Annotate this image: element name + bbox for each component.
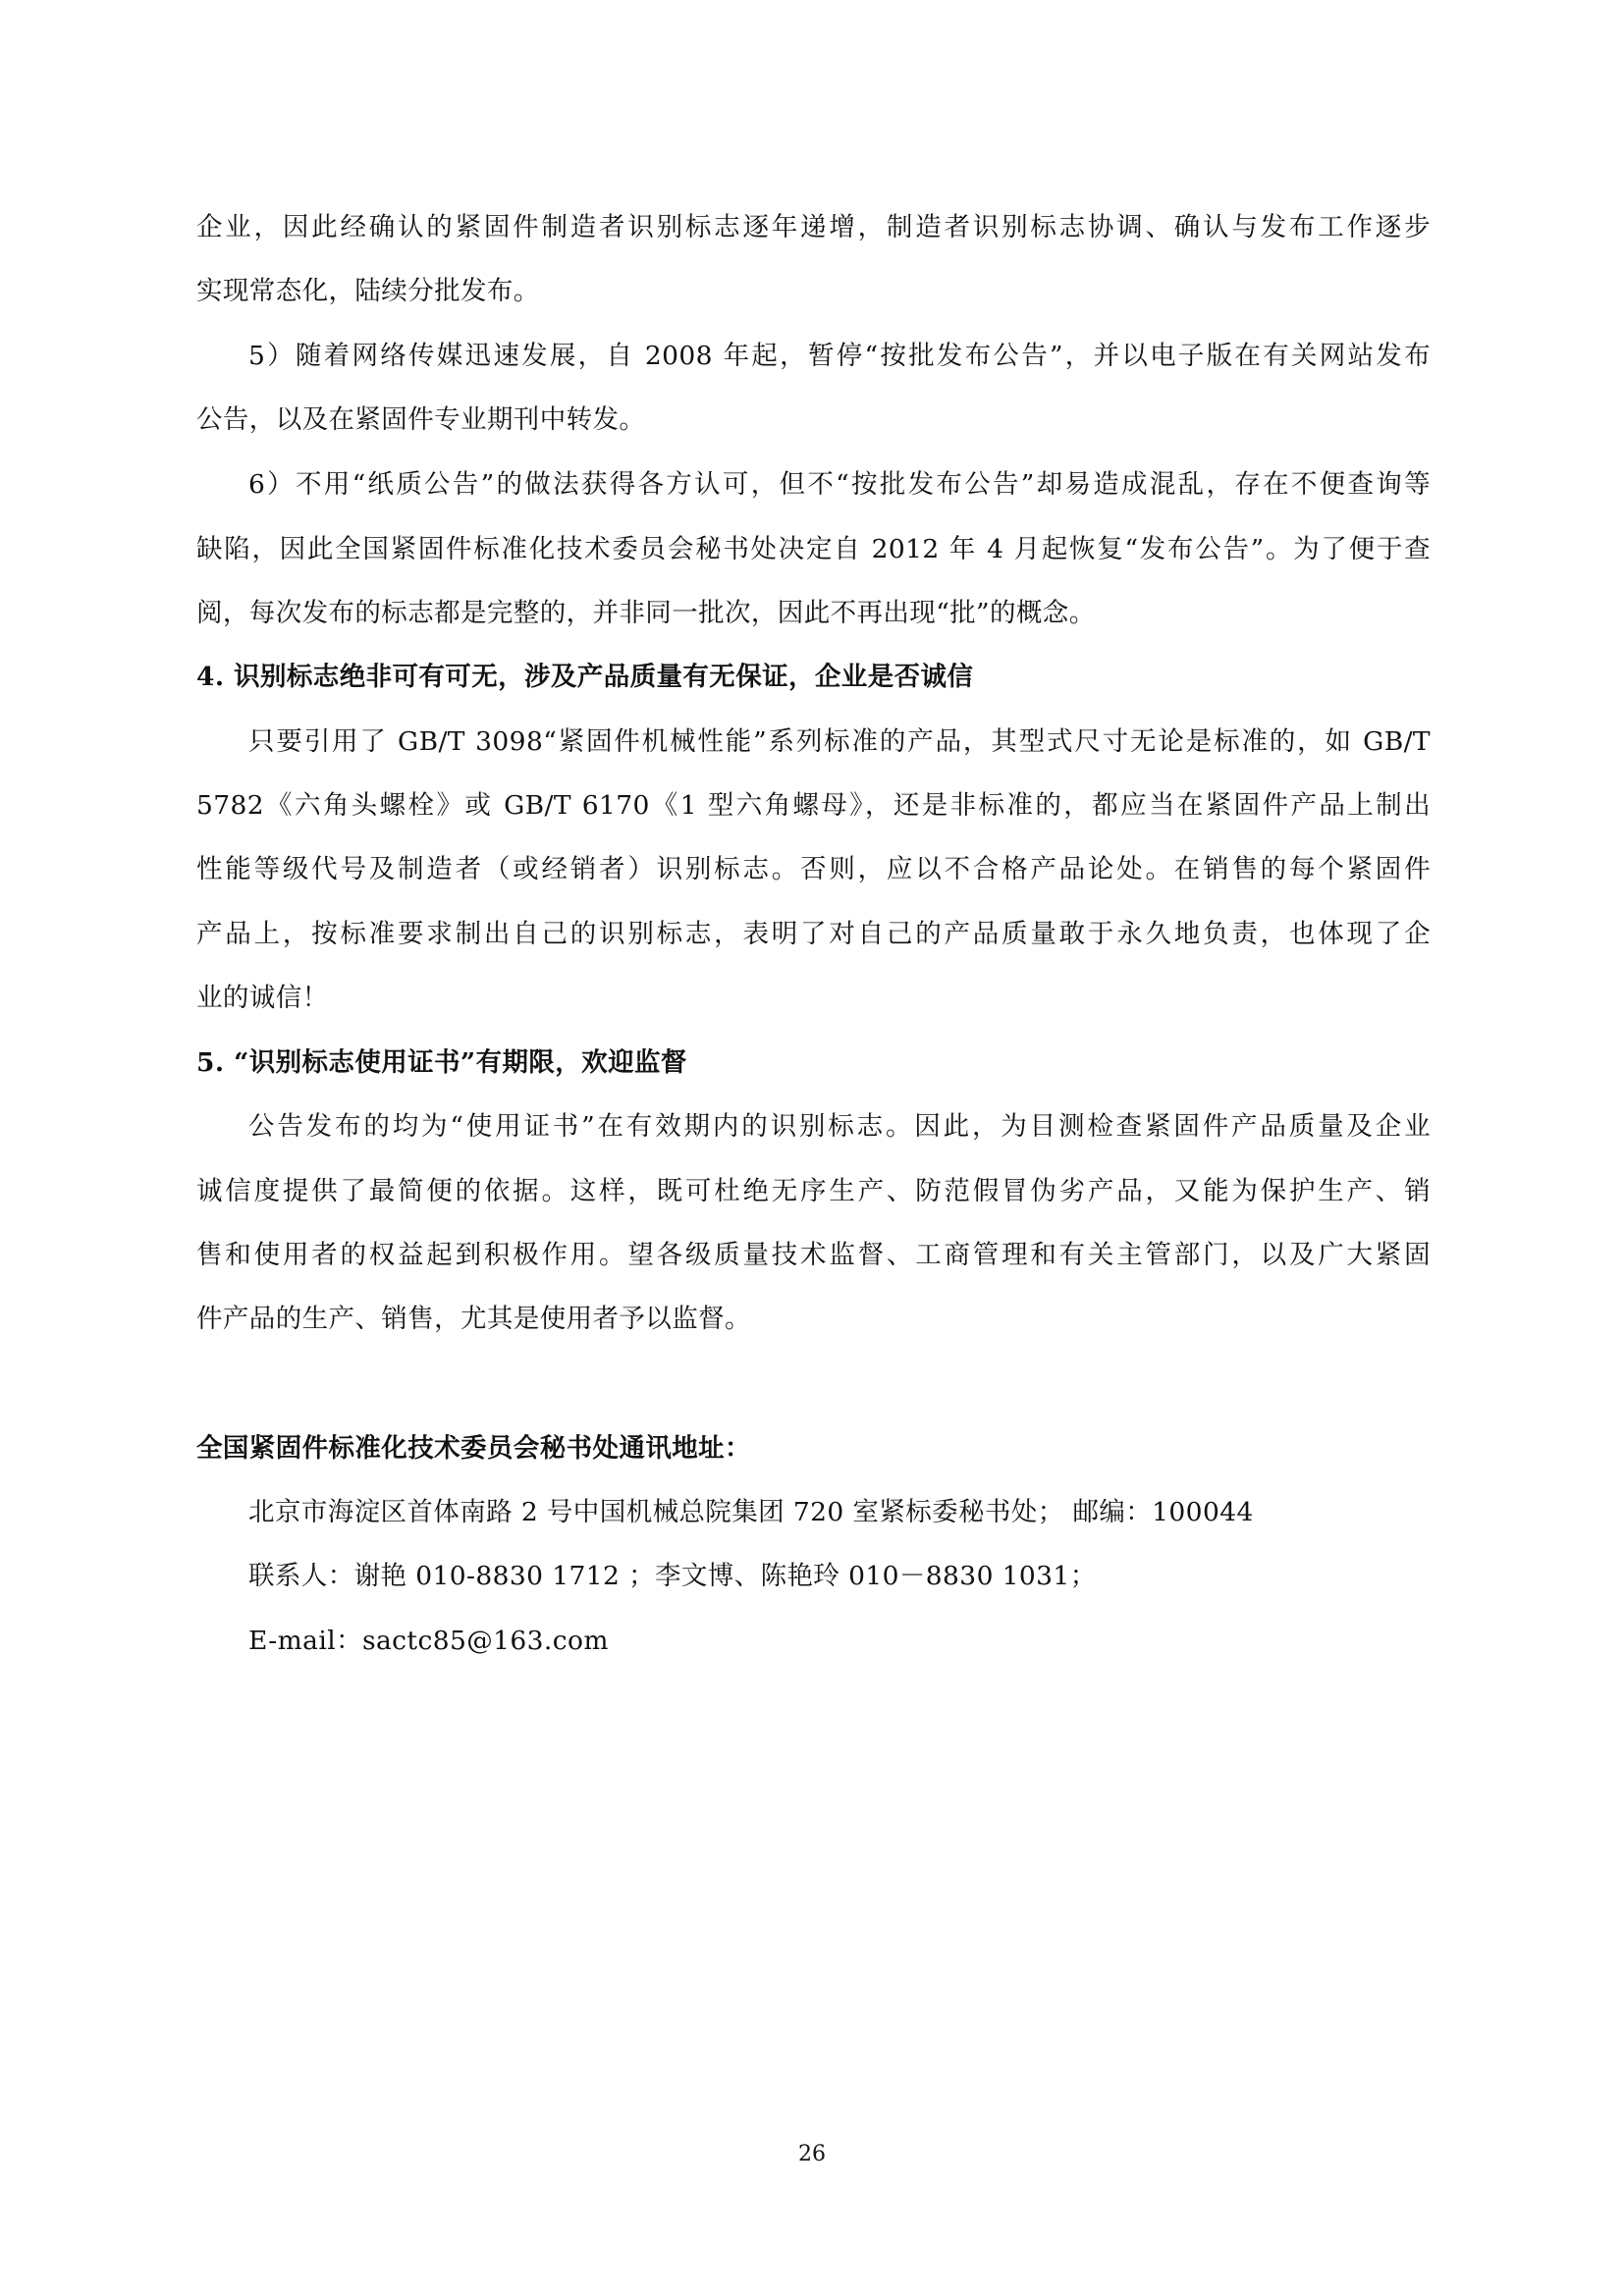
paragraph-line: 公告发布的均为“使用证书”在有效期内的识别标志。因此，为目测检查紧固件产品质量及企业 (248, 1111, 1431, 1142)
paragraph-line: 实现常态化，陆续分批发布。 (196, 276, 540, 306)
paragraph-line: 公告，以及在紧固件专业期刊中转发。 (196, 404, 646, 435)
paragraph-line: 件产品的生产、销售，尤其是使用者予以监督。 (196, 1304, 751, 1334)
paragraph-line: 阅，每次发布的标志都是完整的，并非同一批次，因此不再出现“批”的概念。 (196, 598, 1096, 628)
paragraph-line: 缺陷，因此全国紧固件标准化技术委员会秘书处决定自 2012 年 4 月起恢复“发布公告”。为了便于查 (196, 534, 1431, 564)
paragraph-line: 产品上，按标准要求制出自己的识别标志，表明了对自己的产品质量敢于永久地负责，也体现了企 (196, 919, 1431, 949)
contact-email: E-mail：sactc85@163.com (248, 1626, 609, 1656)
contact-heading: 全国紧固件标准化技术委员会秘书处通讯地址： (196, 1433, 751, 1464)
section-heading: 5. “识别标志使用证书”有期限，欢迎监督 (196, 1047, 687, 1078)
section-heading: 4. 识别标志绝非可有可无，涉及产品质量有无保证，企业是否诚信 (196, 662, 974, 692)
paragraph-line: 企业，因此经确认的紧固件制造者识别标志逐年递增，制造者识别标志协调、确认与发布工作逐步 (196, 212, 1431, 242)
paragraph-line: 售和使用者的权益起到积极作用。望各级质量技术监督、工商管理和有关主管部门，以及广大紧固 (196, 1240, 1431, 1270)
page-number: 26 (798, 2142, 826, 2166)
paragraph-line: 5）随着网络传媒迅速发展，自 2008 年起，暂停“按批发布公告”，并以电子版在有关网站发布 (248, 341, 1431, 371)
paragraph-line: 性能等级代号及制造者（或经销者）识别标志。否则，应以不合格产品论处。在销售的每个紧固件 (196, 854, 1431, 884)
paragraph-line: 6）不用“纸质公告”的做法获得各方认可，但不“按批发布公告”却易造成混乱，存在不便查询等 (248, 469, 1431, 500)
paragraph-line: 5782《六角头螺栓》或 GB/T 6170《1 型六角螺母》，还是非标准的，都应当在紧固件产品上制出 (196, 790, 1431, 821)
contact-people: 联系人：谢艳 010-8830 1712 ；李文博、陈艳玲 010－8830 1031； (248, 1561, 1097, 1591)
paragraph-line: 只要引用了 GB/T 3098“紧固件机械性能”系列标准的产品，其型式尺寸无论是标准的，如 GB/T (248, 726, 1431, 757)
paragraph-line: 业的诚信！ (196, 983, 329, 1013)
contact-address: 北京市海淀区首体南路 2 号中国机械总院集团 720 室紧标委秘书处； 邮编：100044 (248, 1497, 1254, 1527)
paragraph-line: 诚信度提供了最简便的依据。这样，既可杜绝无序生产、防范假冒伪劣产品，又能为保护生产、销 (196, 1176, 1431, 1206)
